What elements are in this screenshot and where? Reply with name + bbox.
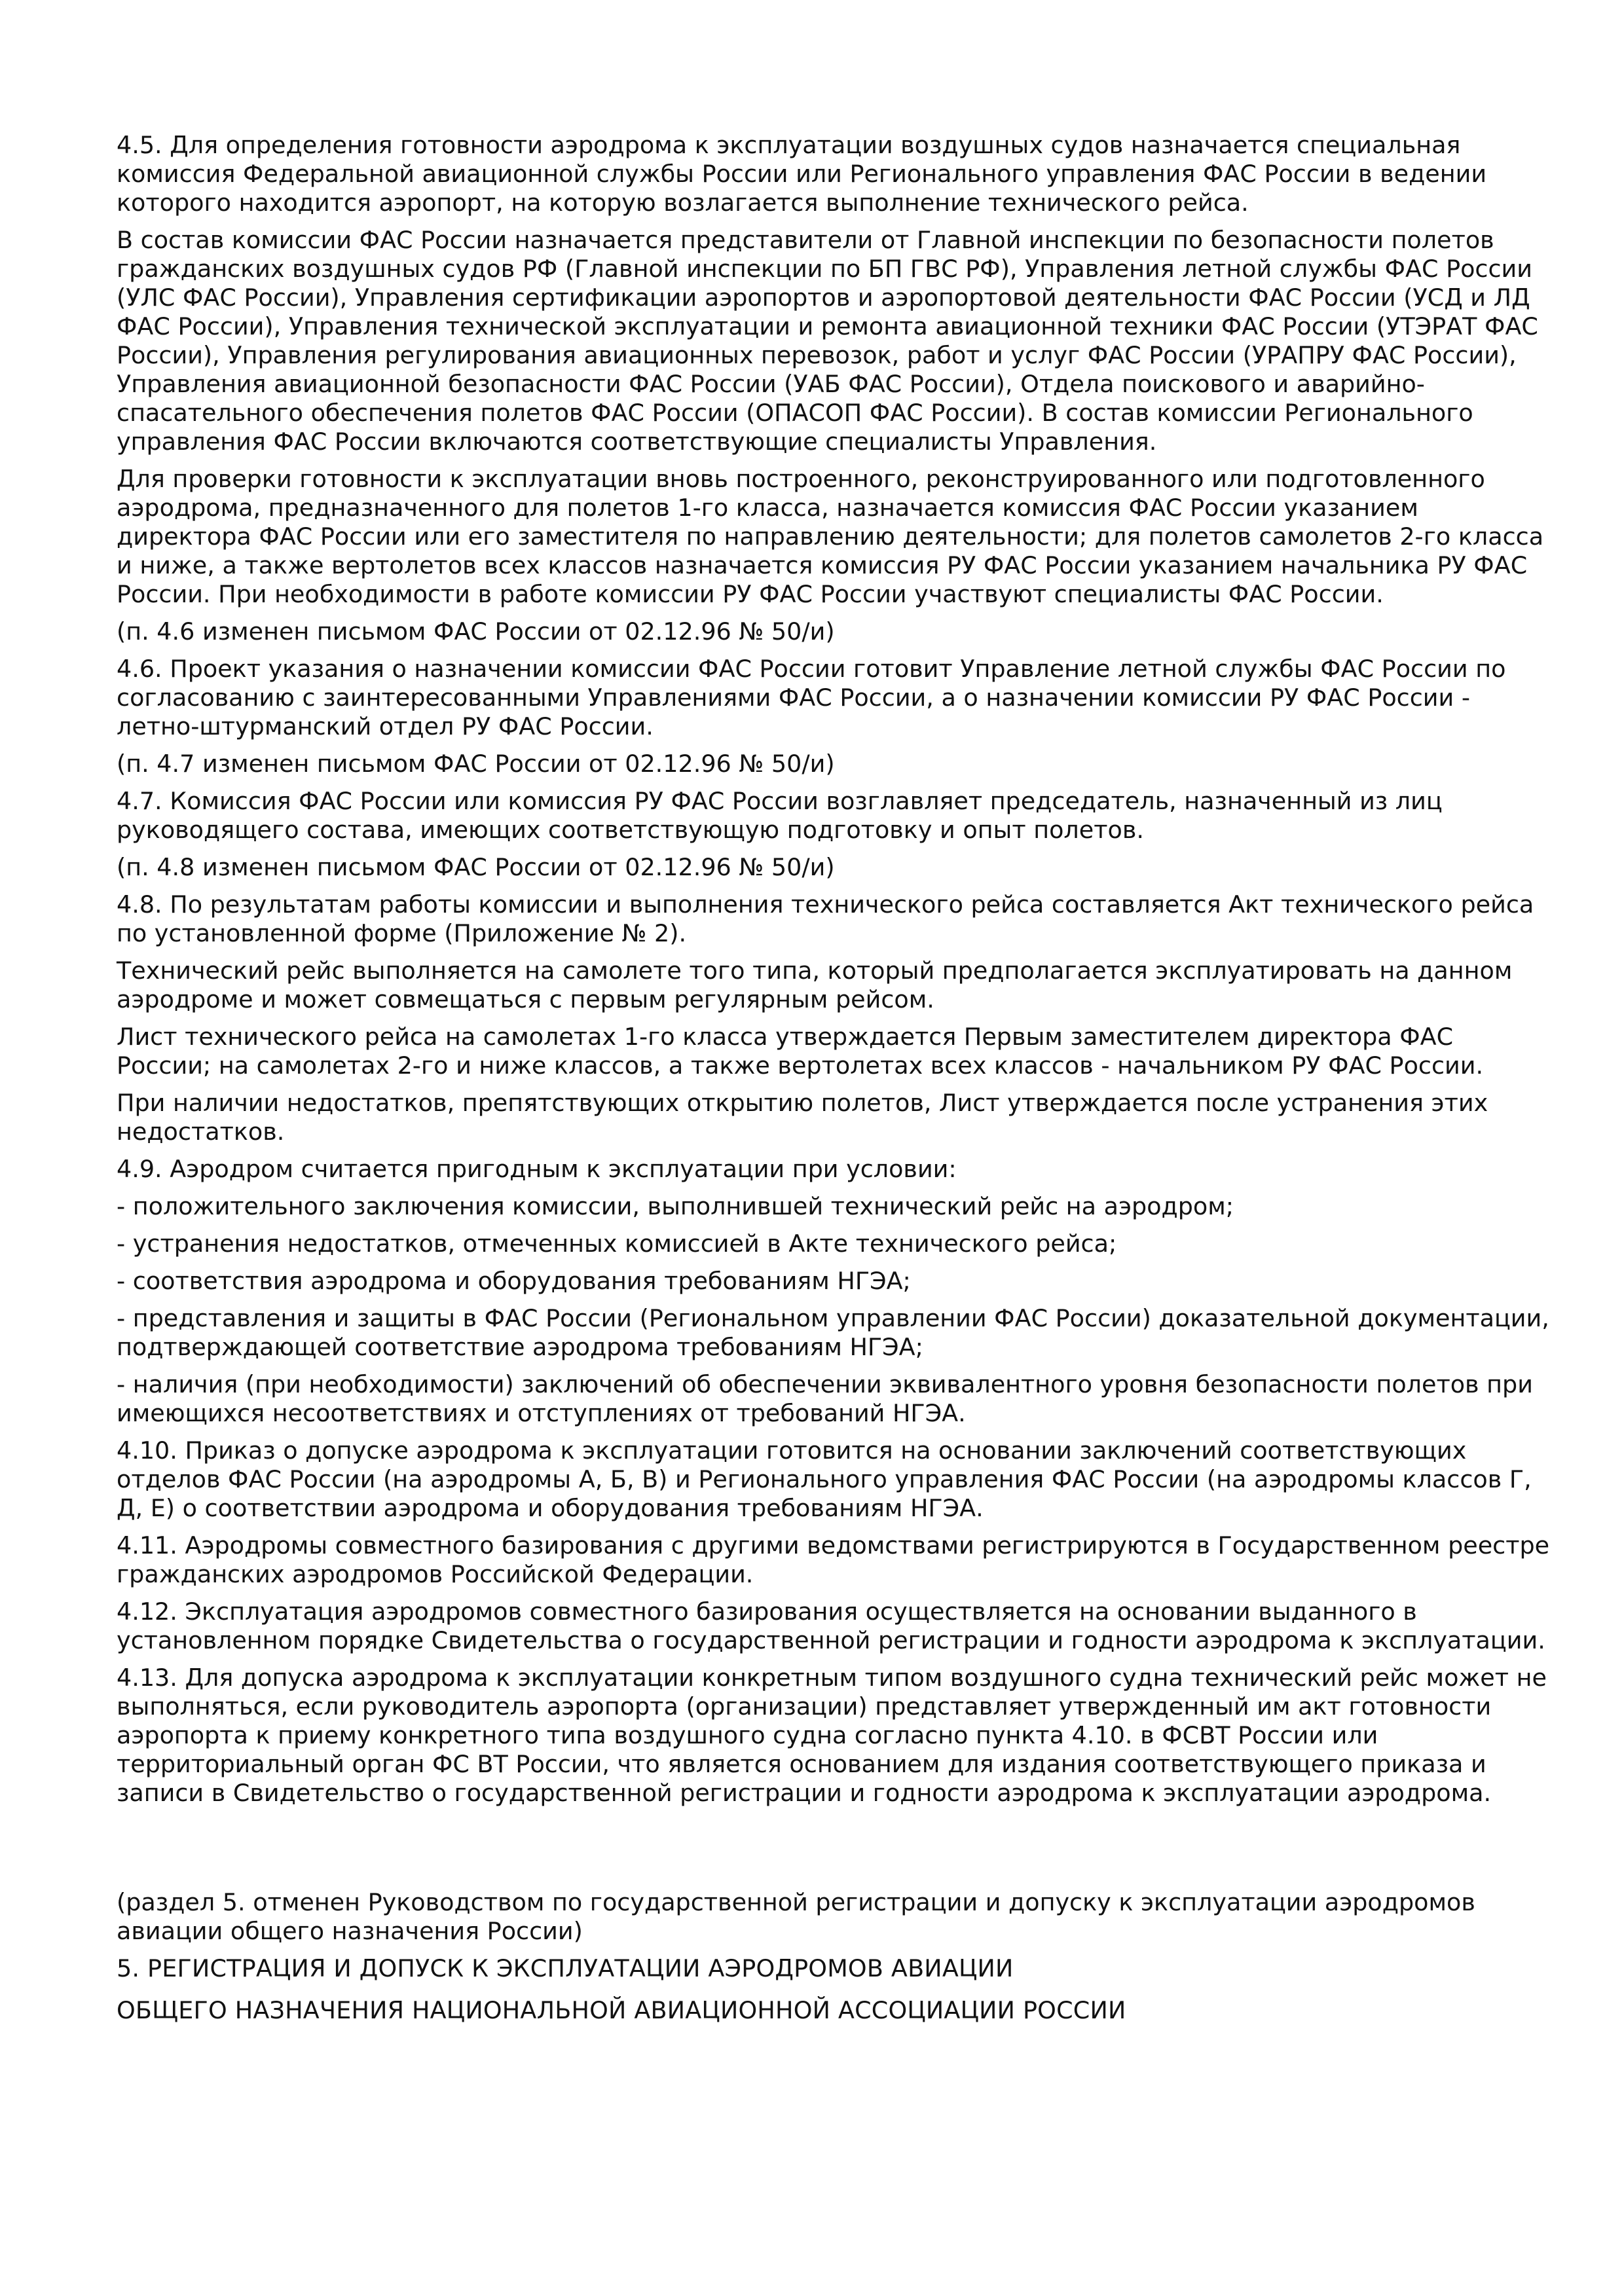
amendment-note-4-7: (п. 4.7 изменен письмом ФАС России от 02.12.96 № 50/и) [117,750,835,778]
paragraph-4-12: 4.12. Эксплуатация аэродромов совместного базирования осуществляется на основании выданного в установленном порядке Свидетельства о государственной регистрации и годности аэродрома к эксплуатации. [117,1597,1545,1654]
condition-item: - наличия (при необходимости) заключений об обеспечении эквивалентного уровня безопасности полетов при имеющихся несоответствиях и отступлениях от требований НГЭА. [117,1370,1533,1427]
section-heading-line-1: 5. РЕГИСТРАЦИЯ И ДОПУСК К ЭКСПЛУАТАЦИИ АЭРОДРОМОВ АВИАЦИИ [117,1954,1014,1982]
paragraph-4-13: 4.13. Для допуска аэродрома к эксплуатации конкретным типом воздушного судна технический рейс может не выполняться, если руководитель аэропорта (организации) представляет утвержденный им акт готовности аэропорта к приему конкретного типа воздушного судна согласно пункта 4.10. в ФСВТ России или территориальный орган ФС ВТ России, что является основанием для издания соответствующего приказа и записи в Свидетельство о государственной регистрации и годности аэродрома к эксплуатации аэродрома. [117,1664,1547,1807]
paragraph-4-11: 4.11. Аэродромы совместного базирования с другими ведомствами регистрируются в Государственном реестре гражданских аэродромов Российской Федерации. [117,1531,1550,1588]
paragraph-4-6: 4.6. Проект указания о назначении комиссии ФАС России готовит Управление летной службы ФАС России по согласованию с заинтересованными Управлениями ФАС России, а о назначении комиссии РУ ФАС России - летно-штурманский отдел РУ ФАС России. [117,655,1506,740]
paragraph-4-10: 4.10. Приказ о допуске аэродрома к эксплуатации готовится на основании заключений соответствующих отделов ФАС России (на аэродромы А, Б, В) и Регионального управления ФАС России (на аэродромы классов Г, Д, Е) о соответствии аэродрома и оборудования требованиям НГЭА. [117,1436,1532,1522]
condition-item: - устранения недостатков, отмеченных комиссией в Акте технического рейса; [117,1230,1117,1258]
condition-item: - положительного заключения комиссии, выполнившей технический рейс на аэродром; [117,1192,1234,1220]
amendment-note-4-8: (п. 4.8 изменен письмом ФАС России от 02.12.96 № 50/и) [117,853,835,881]
paragraph-technical-flight: Технический рейс выполняется на самолете того типа, который предполагается эксплуатировать на данном аэродроме и может совмещаться с первым регулярным рейсом. [117,957,1513,1013]
paragraph-4-9: 4.9. Аэродром считается пригодным к эксплуатации при условии: [117,1155,957,1183]
paragraph-4-7: 4.7. Комиссия ФАС России или комиссия РУ ФАС России возглавляет председатель, назначенный из лиц руководящего состава, имеющих соответствующую подготовку и опыт полетов. [117,787,1443,844]
paragraph-4-5: 4.5. Для определения готовности аэродрома к эксплуатации воздушных судов назначается специальная комиссия Федеральной авиационной службы России или Регионального управления ФАС России в ведении которого находится аэропорт, на которую возлагается выполнение технического рейса. [117,131,1487,217]
section-spacer [117,1816,1551,1888]
condition-item: - представления и защиты в ФАС России (Региональном управлении ФАС России) доказательной документации, подтверждающей соответствие аэродрома требованиям НГЭА; [117,1304,1549,1361]
paragraph-commission-composition: В состав комиссии ФАС России назначается представители от Главной инспекции по безопасности полетов гражданских воздушных судов РФ (Главной инспекции по БП ГВС РФ), Управления летной службы ФАС России (УЛС ФАС России), Управления сертификации аэропортов и аэропортовой деятельности ФАС России (УСД и ЛД ФАС России), Управления технической эксплуатации и ремонта авиационной техники ФАС России (УТЭРАТ ФАС России), Управления регулирования авиационных перевозок, работ и услуг ФАС России (УРАПРУ ФАС России), Управления авиационной безопасности ФАС России (УАБ ФАС России), Отдела поискового и аварийно-спасательного обеспечения полетов ФАС России (ОПАСОП ФАС России). В состав комиссии Регионального управления ФАС России включаются соответствующие специалисты Управления. [117,226,1538,456]
condition-item: - соответствия аэродрома и оборудования требованиям НГЭА; [117,1267,911,1295]
paragraph-readiness-check: Для проверки готовности к эксплуатации вновь построенного, реконструированного или подготовленного аэродрома, предназначенного для полетов 1-го класса, назначается комиссия ФАС России указанием директора ФАС России или его заместителя по направлению деятельности; для полетов самолетов 2-го класса и ниже, а также вертолетов всех классов назначается комиссия РУ ФАС России указанием начальника РУ ФАС России. При необходимости в работе комиссии РУ ФАС России участвуют специалисты ФАС России. [117,465,1544,608]
paragraph-flight-sheet: Лист технического рейса на самолетах 1-го класса утверждается Первым заместителем директора ФАС России; на самолетах 2-го и ниже классов, а также вертолетах всех классов - начальником РУ ФАС России. [117,1023,1484,1080]
section-cancel-note: (раздел 5. отменен Руководством по государственной регистрации и допуску к эксплуатации аэродромов авиации общего назначения России) [117,1888,1475,1945]
paragraph-deficiencies: При наличии недостатков, препятствующих открытию полетов, Лист утверждается после устранения этих недостатков. [117,1089,1488,1146]
amendment-note-4-6: (п. 4.6 изменен письмом ФАС России от 02.12.96 № 50/и) [117,617,835,646]
section-heading-line-2: ОБЩЕГО НАЗНАЧЕНИЯ НАЦИОНАЛЬНОЙ АВИАЦИОННОЙ АССОЦИАЦИИ РОССИИ [117,1996,1126,2024]
document-page [117,131,1551,2033]
paragraph-4-8: 4.8. По результатам работы комиссии и выполнения технического рейса составляется Акт технического рейса по установленной форме (Приложение № 2). [117,890,1534,947]
